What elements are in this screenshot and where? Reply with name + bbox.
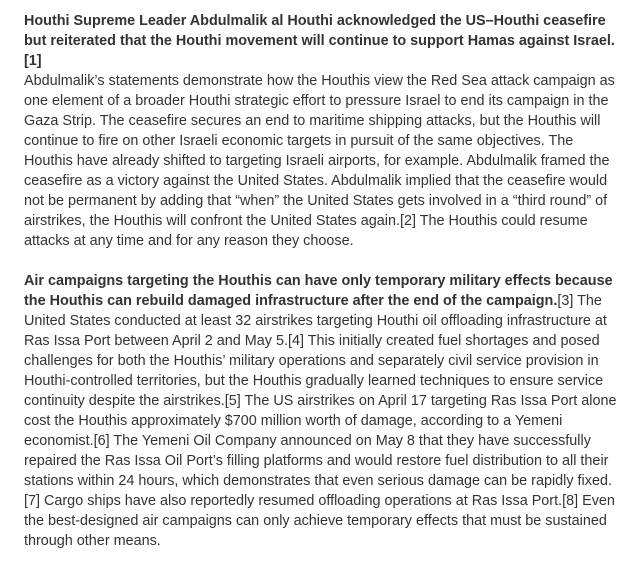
paragraph-lead: Air campaigns targeting the Houthis can have only temporary military effects because the Houthis can rebuild damaged infrastructure after the end of the campaign. (24, 273, 613, 309)
paragraph-text: Even the best-designed air campaigns can only achieve temporary effects that must be sustained through other means. (24, 493, 615, 549)
paragraph-houthi-ceasefire (24, 11, 622, 251)
paragraph-text: The Houthis could resume attacks at any time and for any reason they choose. (24, 213, 588, 249)
paragraph-text: Abdulmalik’s statements demonstrate how the Houthis view the Red Sea attack campaign as one element of a broader Houthi strategic effort to pressure Israel to end its campaign in the Gaza Strip. The ceasefire secures an end to maritime shipping attacks, but the Houthis will continue to fire on other Israeli economic targets in pursuit of the same objectives. The Houthis have already shifted to targeting Israeli airports, for example. Abdulmalik framed the ceasefire as a victory against the United States. Abdulmalik implied that the ceasefire would not be permanent by adding that “when” the United States gets involved in a “third round” of airstrikes, the Houthis will confront the United States again. (24, 73, 615, 229)
paragraph-text: This initially created fuel shortages and posed challenges for both the Houthis’ military operations and separately civil service provision in Houthi-controlled territories, but the Houthis gradually learned techniques to ensure service continuity despite the airstrikes. (24, 333, 604, 409)
citation-link-2[interactable]: [2] (399, 213, 416, 229)
citation-link-8[interactable]: [8] (562, 493, 579, 509)
paragraph-text: The Yemeni Oil Company announced on May 8 that they have successfully repaired the Ras Issa Oil Port’s filling platforms and would restore fuel distribution to all their stations within 24 hours, which demonstrates that even serious damage can be rapidly fixed. (24, 433, 612, 489)
paragraph-text: The United States conducted at least 32 airstrikes targeting Houthi oil offloading infrastructure at Ras Issa Port between April 2 and May 5. (24, 293, 607, 349)
paragraph-lead (24, 13, 615, 69)
citation-link-7[interactable]: [7] (24, 493, 40, 509)
citation-link-6[interactable]: [6] (93, 433, 110, 449)
citation-link-4[interactable]: [4] (287, 333, 304, 349)
lead-text: Houthi Supreme Leader Abdulmalik al Houthi acknowledged the US–Houthi ceasefire but reiterated that the Houthi movement will continue to support Hamas against Israel. (24, 13, 615, 49)
citation-link-5[interactable]: [5] (224, 393, 241, 409)
paragraph-air-campaigns (24, 271, 622, 551)
citation-link-1[interactable]: [1] (24, 53, 42, 69)
paragraph-text: The US airstrikes on April 17 targeting Ras Issa Port alone cost the Houthis approximately $700 million worth of damage, according to a Yemeni economist. (24, 393, 617, 449)
paragraph-text: Cargo ships have also reportedly resumed offloading operations at Ras Issa Port. (40, 493, 563, 509)
citation-link-3[interactable]: [3] (557, 293, 574, 309)
article-body (24, 11, 622, 571)
